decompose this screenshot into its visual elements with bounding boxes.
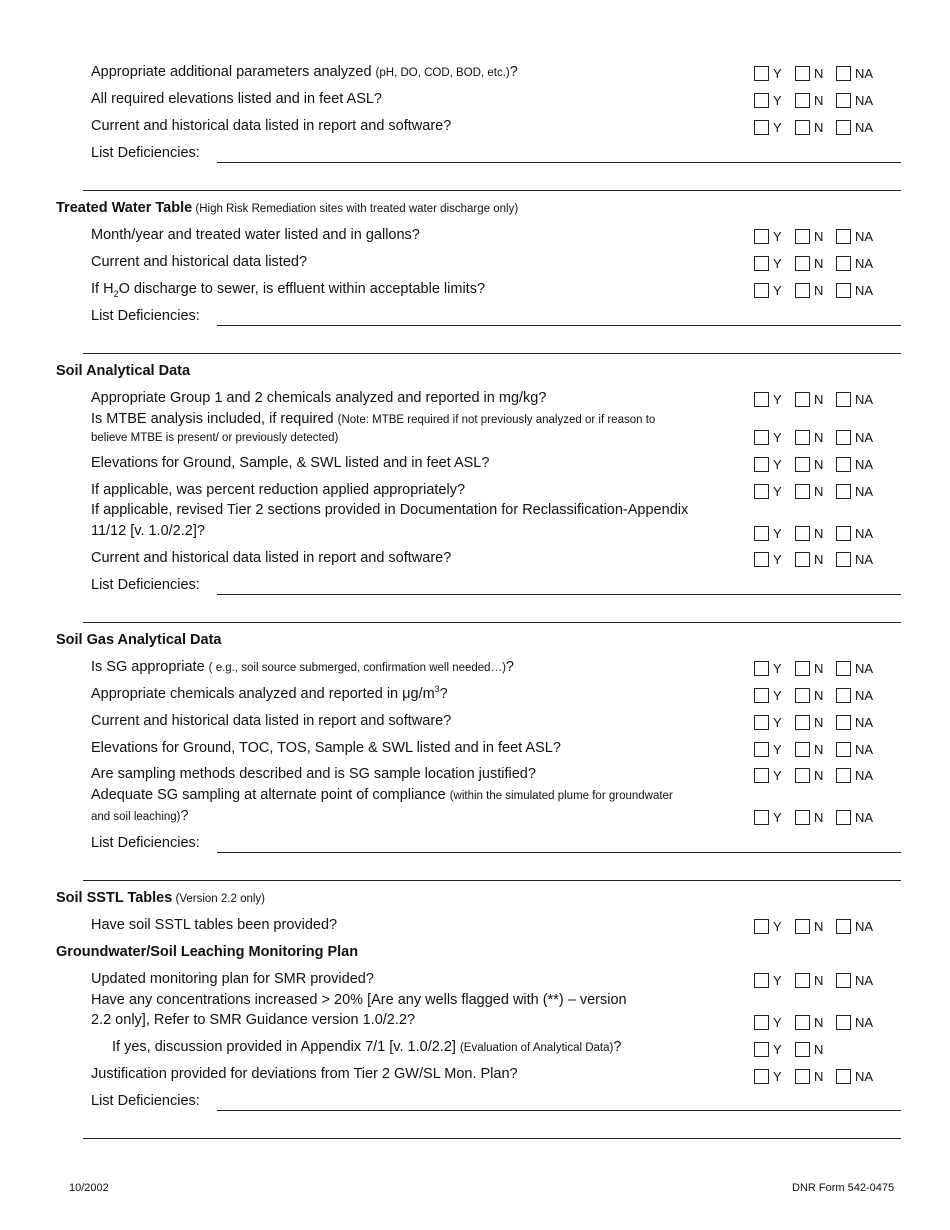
checkbox-group: Y N NA	[754, 118, 873, 136]
yes-checkbox[interactable]	[754, 1069, 769, 1084]
checkbox-group: Y N NA	[754, 482, 873, 500]
deficiencies-label: List Deficiencies:	[91, 577, 200, 593]
na-checkbox[interactable]	[836, 283, 851, 298]
checkbox-group: Y N NA	[754, 524, 873, 542]
question-mtbe-analysis-note: believe MTBE is present/ or previously detected)	[91, 432, 339, 444]
na-checkbox[interactable]	[836, 457, 851, 472]
no-checkbox[interactable]	[795, 1015, 810, 1030]
yes-checkbox[interactable]	[754, 810, 769, 825]
deficiencies-field[interactable]	[217, 594, 901, 595]
section-title-treated-water: Treated Water Table (High Risk Remediation sites with treated water discharge only)	[56, 200, 519, 216]
checkbox-group: Y N NA	[754, 766, 873, 784]
question-additional-parameters: Appropriate additional parameters analyzed (pH, DO, COD, BOD, etc.)?	[91, 64, 518, 80]
question-soil-elevations: Elevations for Ground, Sample, & SWL listed and in feet ASL?	[91, 455, 490, 471]
section-title-gw-monitoring: Groundwater/Soil Leaching Monitoring Plan	[56, 944, 359, 960]
na-checkbox[interactable]	[836, 715, 851, 730]
question-elevations: All required elevations listed and in feet ASL?	[91, 91, 382, 107]
na-checkbox[interactable]	[836, 1015, 851, 1030]
question-tier2-sections-line2: 11/12 [v. 1.0/2.2]?	[91, 523, 205, 539]
checkbox-group: Y N NA	[754, 550, 873, 568]
question-percent-reduction: If applicable, was percent reduction applied appropriately?	[91, 482, 466, 498]
checkbox-group: Y N	[754, 1040, 831, 1058]
na-checkbox[interactable]	[836, 919, 851, 934]
deficiencies-label: List Deficiencies:	[91, 1093, 200, 1109]
no-checkbox[interactable]	[795, 715, 810, 730]
question-appendix-discussion: If yes, discussion provided in Appendix 7/1 [v. 1.0/2.2] (Evaluation of Analytical Data)?	[112, 1039, 622, 1055]
checkbox-group: Y N NA	[754, 254, 873, 272]
na-checkbox[interactable]	[836, 526, 851, 541]
checkbox-group: Y N NA	[754, 428, 873, 446]
yes-checkbox[interactable]	[754, 229, 769, 244]
na-checkbox[interactable]	[836, 973, 851, 988]
question-sg-alternate-poc-line2: and soil leaching)?	[91, 808, 189, 824]
yes-checkbox[interactable]	[754, 661, 769, 676]
checkbox-group: Y N NA	[754, 1067, 873, 1085]
no-checkbox[interactable]	[795, 688, 810, 703]
question-sg-sampling-methods: Are sampling methods described and is SG sample location justified?	[91, 766, 536, 782]
question-sg-alternate-poc: Adequate SG sampling at alternate point of compliance (within the simulated plume for groundwater	[91, 787, 673, 803]
yes-checkbox[interactable]	[754, 973, 769, 988]
question-concentrations-increased: Have any concentrations increased > 20% [Are any wells flagged with (**) – version	[91, 992, 627, 1008]
yes-checkbox[interactable]	[754, 457, 769, 472]
yes-checkbox[interactable]	[754, 768, 769, 783]
question-effluent-limits: If $H_2O$ discharge to sewer, is effluent within acceptable limits?	[91, 281, 486, 299]
yes-checkbox[interactable]	[754, 430, 769, 445]
yes-checkbox[interactable]	[754, 283, 769, 298]
na-checkbox[interactable]	[836, 430, 851, 445]
section-title-soil-sstl: Soil SSTL Tables (Version 2.2 only)	[56, 890, 265, 906]
checkbox-group: Y N NA	[754, 713, 873, 731]
na-checkbox[interactable]	[836, 93, 851, 108]
question-sg-chemicals: Appropriate chemicals analyzed and reported in $\mu g/m^3$?	[91, 684, 448, 702]
no-checkbox[interactable]	[795, 392, 810, 407]
checkbox-group: Y N NA	[754, 659, 873, 677]
na-checkbox[interactable]	[836, 120, 851, 135]
na-checkbox[interactable]	[836, 552, 851, 567]
no-checkbox[interactable]	[795, 457, 810, 472]
question-sg-elevations: Elevations for Ground, TOC, TOS, Sample & SWL listed and in feet ASL?	[91, 740, 561, 756]
no-checkbox[interactable]	[795, 1042, 810, 1057]
yes-checkbox[interactable]	[754, 742, 769, 757]
na-checkbox[interactable]	[836, 484, 851, 499]
no-checkbox[interactable]	[795, 484, 810, 499]
yes-checkbox[interactable]	[754, 688, 769, 703]
yes-checkbox[interactable]	[754, 120, 769, 135]
deficiencies-label: List Deficiencies:	[91, 835, 200, 851]
question-tier2-sections: If applicable, revised Tier 2 sections provided in Documentation for Reclassification-Appendix	[91, 502, 689, 518]
no-checkbox[interactable]	[795, 919, 810, 934]
checkbox-group: Y N NA	[754, 686, 873, 704]
checkbox-group: Y N NA	[754, 740, 873, 758]
question-justification-deviations: Justification provided for deviations from Tier 2 GW/SL Mon. Plan?	[91, 1066, 518, 1082]
checkbox-group: Y N NA	[754, 917, 873, 935]
na-checkbox[interactable]	[836, 256, 851, 271]
yes-checkbox[interactable]	[754, 392, 769, 407]
question-group-chemicals: Appropriate Group 1 and 2 chemicals analyzed and reported in mg/kg?	[91, 390, 547, 406]
na-checkbox[interactable]	[836, 661, 851, 676]
question-sg-appropriate: Is SG appropriate ( e.g., soil source submerged, confirmation well needed…)?	[91, 659, 514, 675]
deficiencies-field[interactable]	[217, 1110, 901, 1111]
section-title-soil-analytical: Soil Analytical Data	[56, 363, 191, 379]
question-mtbe-analysis: Is MTBE analysis included, if required (Note: MTBE required if not previously analyzed or if reason to	[91, 411, 656, 427]
yes-checkbox[interactable]	[754, 526, 769, 541]
na-checkbox[interactable]	[836, 392, 851, 407]
no-checkbox[interactable]	[795, 742, 810, 757]
no-checkbox[interactable]	[795, 1069, 810, 1084]
checkbox-group: Y N NA	[754, 455, 873, 473]
deficiencies-label: List Deficiencies:	[91, 145, 200, 161]
deficiencies-field-line2[interactable]	[83, 622, 901, 623]
deficiencies-field[interactable]	[217, 325, 901, 326]
yes-checkbox[interactable]	[754, 552, 769, 567]
yes-checkbox[interactable]	[754, 715, 769, 730]
na-checkbox[interactable]	[836, 229, 851, 244]
question-current-historical: Current and historical data listed in report and software?	[91, 118, 452, 134]
na-checkbox[interactable]	[836, 810, 851, 825]
footer-form-number: DNR Form 542-0475	[792, 1182, 895, 1194]
deficiencies-field-line2[interactable]	[83, 353, 901, 354]
na-checkbox[interactable]	[836, 768, 851, 783]
checkbox-group: Y N NA	[754, 390, 873, 408]
no-checkbox[interactable]	[795, 661, 810, 676]
no-checkbox[interactable]	[795, 430, 810, 445]
checkbox-group: Y N NA	[754, 971, 873, 989]
yes-checkbox[interactable]	[754, 919, 769, 934]
deficiencies-field-line2[interactable]	[83, 880, 901, 881]
no-checkbox[interactable]	[795, 973, 810, 988]
question-monitoring-plan: Updated monitoring plan for SMR provided?	[91, 971, 374, 987]
question-treated-water-gallons: Month/year and treated water listed and in gallons?	[91, 227, 420, 243]
checkbox-group: Y N NA	[754, 227, 873, 245]
deficiencies-field[interactable]	[217, 852, 901, 853]
checkbox-group: Y N NA	[754, 1013, 873, 1031]
no-checkbox[interactable]	[795, 283, 810, 298]
yes-checkbox[interactable]	[754, 256, 769, 271]
na-checkbox[interactable]	[836, 742, 851, 757]
na-checkbox[interactable]	[836, 66, 851, 81]
footer-date: 10/2002	[69, 1182, 109, 1194]
yes-checkbox[interactable]	[754, 484, 769, 499]
no-checkbox[interactable]	[795, 256, 810, 271]
checkbox-group: Y N NA	[754, 91, 873, 109]
question-concentrations-increased-line2: 2.2 only], Refer to SMR Guidance version 1.0/2.2?	[91, 1012, 416, 1028]
no-checkbox[interactable]	[795, 526, 810, 541]
section-title-soil-gas: Soil Gas Analytical Data	[56, 632, 222, 648]
no-checkbox[interactable]	[795, 768, 810, 783]
question-sg-historical: Current and historical data listed in report and software?	[91, 713, 452, 729]
yes-checkbox[interactable]	[754, 66, 769, 81]
question-soil-historical: Current and historical data listed in report and software?	[91, 550, 452, 566]
yes-checkbox[interactable]	[754, 1042, 769, 1057]
yes-checkbox[interactable]	[754, 1015, 769, 1030]
no-checkbox[interactable]	[795, 93, 810, 108]
question-treated-historical: Current and historical data listed?	[91, 254, 308, 270]
deficiencies-field-line2[interactable]	[83, 1138, 901, 1139]
deficiencies-label: List Deficiencies:	[91, 308, 200, 324]
checkbox-group: Y N NA	[754, 281, 873, 299]
checkbox-group: Y N NA	[754, 808, 873, 826]
na-checkbox[interactable]	[836, 688, 851, 703]
checkbox-group: Y N NA	[754, 64, 873, 82]
question-sstl-provided: Have soil SSTL tables been provided?	[91, 917, 338, 933]
no-checkbox[interactable]	[795, 810, 810, 825]
deficiencies-field[interactable]	[217, 162, 901, 163]
na-checkbox[interactable]	[836, 1069, 851, 1084]
no-checkbox[interactable]	[795, 229, 810, 244]
no-checkbox[interactable]	[795, 66, 810, 81]
no-checkbox[interactable]	[795, 552, 810, 567]
deficiencies-field-line2[interactable]	[83, 190, 901, 191]
no-checkbox[interactable]	[795, 120, 810, 135]
yes-checkbox[interactable]	[754, 93, 769, 108]
